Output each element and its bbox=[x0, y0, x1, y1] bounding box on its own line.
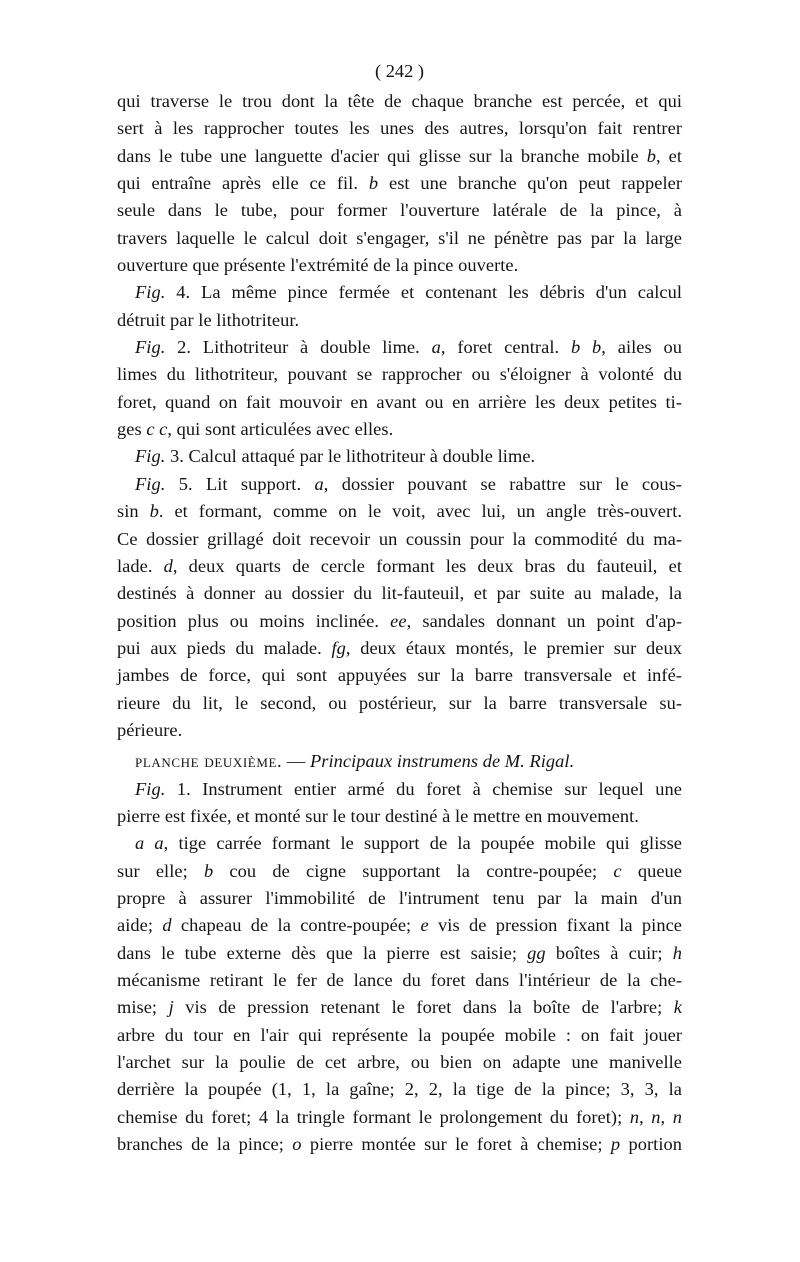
text-line: mécanisme retirant le fer de lance du foret dans l'intérieur de la che- bbox=[117, 970, 682, 990]
paragraph-planche bbox=[117, 748, 682, 775]
text-line: Fig. 1. Instrument entier armé du foret à chemise sur lequel une bbox=[135, 778, 682, 799]
paragraph-fig5 bbox=[117, 471, 682, 744]
book-page bbox=[117, 58, 682, 1158]
paragraph-continuation bbox=[117, 88, 682, 279]
text-line: branches de la pince; o pierre montée sur le foret à chemise; p portion bbox=[117, 1134, 682, 1155]
text-line: qui entraîne après elle ce fil. b est une branche qu'on peut rappeler bbox=[117, 173, 682, 194]
paragraph-fig4 bbox=[117, 279, 682, 334]
text-line: mise; j vis de pression retenant le foret dans la boîte de l'arbre; k bbox=[117, 997, 682, 1018]
page-body-text bbox=[117, 88, 682, 1158]
text-line: périeure. bbox=[117, 719, 183, 740]
paragraph-fig1 bbox=[117, 776, 682, 831]
text-line: pierre est fixée, et monté sur le tour destiné à le mettre en mouvement. bbox=[117, 805, 639, 826]
text-line: dans le tube externe dès que la pierre est saisie; gg boîtes à cuir; h bbox=[117, 942, 682, 963]
text-line: propre à assurer l'immobilité de l'intrument tenu par la main d'un bbox=[117, 887, 682, 908]
text-line: destinés à donner au dossier du lit-fauteuil, et par suite au malade, la bbox=[117, 583, 682, 604]
text-line: sert à les rapprocher toutes les unes des autres, lorsqu'on fait rentrer bbox=[117, 118, 682, 139]
text-line: ges c c, qui sont articulées avec elles. bbox=[117, 419, 394, 440]
text-line: Fig. 2. Lithotriteur à double lime. a, foret central. b b, ailes ou bbox=[135, 337, 682, 358]
text-line: Fig. 3. Calcul attaqué par le lithotriteur à double lime. bbox=[135, 446, 536, 467]
text-line: travers laquelle le calcul doit s'engager, s'il ne pénètre pas par la large bbox=[117, 227, 682, 248]
page-number: ( 242 ) bbox=[374, 61, 425, 81]
text-line: foret, quand on fait mouvoir en avant ou en arrière les deux petites ti- bbox=[117, 391, 682, 412]
paragraph-fig3 bbox=[117, 443, 682, 470]
text-line: sur elle; b cou de cigne supportant la contre-poupée; c queue bbox=[117, 860, 682, 881]
text-line: dans le tube une languette d'acier qui glisse sur la branche mobile b, et bbox=[117, 145, 682, 166]
text-line: Fig. 4. La même pince fermée et contenant les débris d'un calcul bbox=[135, 282, 682, 303]
text-line: jambes de force, qui sont appuyées sur la barre transversale et infé- bbox=[117, 665, 682, 686]
paragraph-legend bbox=[117, 830, 682, 1158]
text-line: seule dans le tube, pour former l'ouverture latérale de la pince, à bbox=[117, 200, 682, 221]
text-line: Fig. 5. Lit support. a, dossier pouvant se rabattre sur le cous- bbox=[135, 473, 682, 494]
text-line: derrière la poupée (1, 1, la gaîne; 2, 2, la tige de la pince; 3, 3, la bbox=[117, 1079, 682, 1100]
text-line: détruit par le lithotriteur. bbox=[117, 309, 300, 330]
text-line: Ce dossier grillagé doit recevoir un coussin pour la commodité du ma- bbox=[117, 528, 682, 549]
text-line: pui aux pieds du malade. fg, deux étaux montés, le premier sur deux bbox=[117, 637, 682, 658]
text-line: l'archet sur la poulie de cet arbre, ou bien on adapte une manivelle bbox=[117, 1052, 682, 1073]
text-line: qui traverse le trou dont la tête de chaque branche est percée, et qui bbox=[117, 91, 682, 111]
text-line: chemise du foret; 4 la tringle formant le prolongement du foret); n, n, n bbox=[117, 1106, 683, 1127]
text-line: rieure du lit, le second, ou postérieur, sur la barre transversale su- bbox=[117, 692, 682, 713]
text-line: a a, tige carrée formant le support de la poupée mobile qui glisse bbox=[135, 833, 682, 854]
text-line: position plus ou moins inclinée. ee, sandales donnant un point d'ap- bbox=[117, 610, 682, 631]
paragraph-fig2 bbox=[117, 334, 682, 443]
text-line: sin b. et formant, comme on le voit, avec lui, un angle très-ouvert. bbox=[117, 501, 683, 522]
text-line: ouverture que présente l'extrémité de la pince ouverte. bbox=[117, 255, 519, 276]
text-line: planche deuxième. — Principaux instrumens de M. Rigal. bbox=[135, 751, 575, 772]
text-line: lade. d, deux quarts de cercle formant les deux bras du fauteuil, et bbox=[117, 555, 682, 576]
text-line: limes du lithotriteur, pouvant se rapprocher ou s'éloigner à volonté du bbox=[117, 364, 682, 385]
text-line: arbre du tour en l'air qui représente la poupée mobile : on fait jouer bbox=[117, 1024, 682, 1045]
text-line: aide; d chapeau de la contre-poupée; e vis de pression fixant la pince bbox=[117, 915, 682, 936]
